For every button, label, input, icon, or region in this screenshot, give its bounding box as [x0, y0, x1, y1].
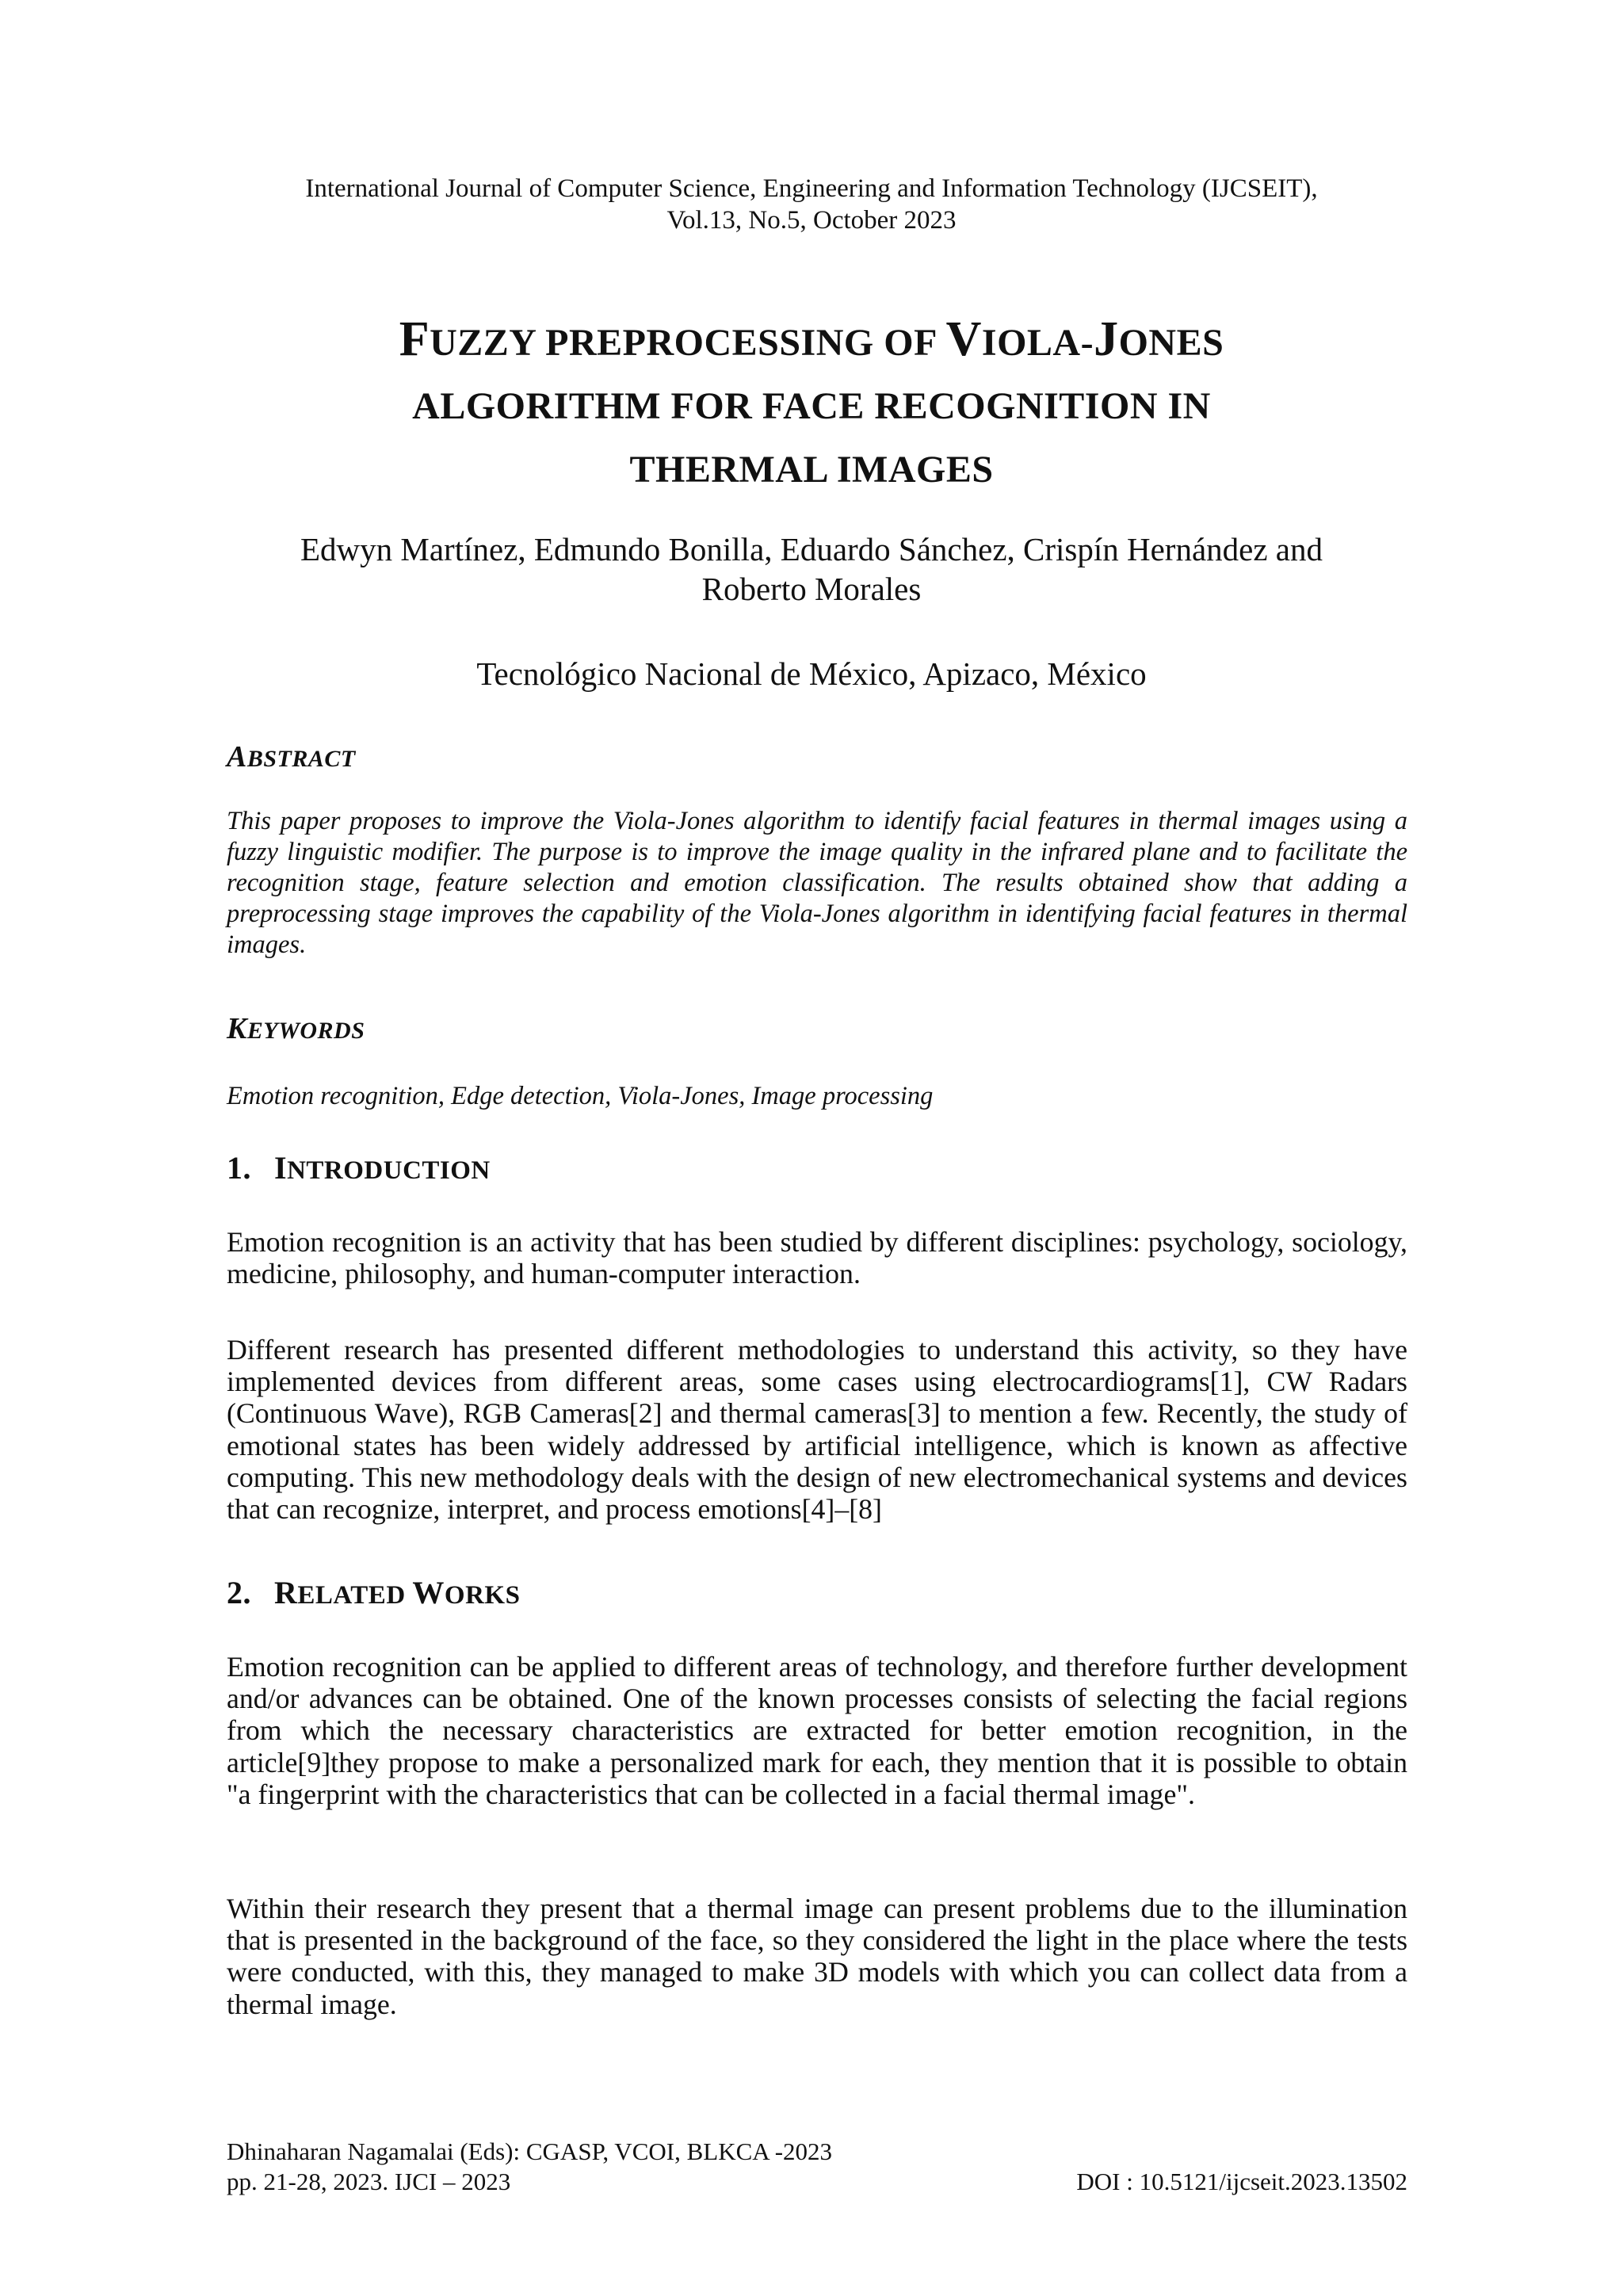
keywords-text: Emotion recognition, Edge detection, Viola-Jones, Image processing — [227, 1082, 934, 1110]
abstract-heading-rest: BSTRACT — [246, 746, 356, 772]
abstract-heading — [227, 741, 356, 775]
title-segment-uzzy: UZZY PREPROCESSING OF — [430, 322, 946, 364]
title-initial-j: J — [1094, 312, 1119, 366]
keywords-heading-rest: EYWORDS — [246, 1018, 365, 1044]
section-title-initial-w: W — [412, 1575, 445, 1610]
journal-header — [0, 173, 1623, 236]
title-line3: THERMAL IMAGES — [629, 449, 994, 491]
section-title-mid: ELATED — [297, 1581, 413, 1610]
title-line1 — [238, 308, 1385, 375]
title-initial-v: V — [945, 312, 982, 366]
section-heading-introduction — [227, 1151, 491, 1188]
section-heading-related-works — [227, 1576, 520, 1613]
authors-line1: Edwyn Martínez, Edmundo Bonilla, Eduardo Sánchez, Crispín Hernández and — [300, 531, 1323, 567]
section-number: 2. — [227, 1575, 251, 1610]
paragraph: Different research has presented different methodologies to understand this activity, so they have implemented devices from different areas, some cases using electrocardiograms[1], CW Radars (Continuous Wave), RGB Cameras[2] and thermal cameras[3] to mention a few. Recently, the study of emotional states has been widely addressed by artificial intelligence, which is known as affective computing. This new methodology deals with the design of new electromechanical systems and devices that can recognize, interpret, and process emotions[4]–[8] — [227, 1334, 1407, 1526]
footer-editors: Dhinaharan Nagamalai (Eds): CGASP, VCOI, BLKCA -2023 — [227, 2137, 833, 2165]
section-title-rest: NTRODUCTION — [287, 1156, 491, 1185]
abstract-heading-initial: A — [227, 740, 247, 774]
section-number: 1. — [227, 1150, 251, 1186]
journal-header-line1: International Journal of Computer Science, Engineering and Information Technology (IJCSEIT), — [305, 174, 1318, 203]
abstract-text: This paper proposes to improve the Viola-Jones algorithm to identify facial features in thermal images using a fuzzy linguistic modifier. The purpose is to improve the image quality in the infrared plane and to facilitate the recognition stage, feature selection and emotion classification. The results obtained show that adding a preprocessing stage improves the capability of the Viola-Jones algorithm in identifying facial features in thermal images. — [227, 807, 1407, 959]
paragraph: Within their research they present that a thermal image can present problems due to the illumination that is presented in the background of the face, so they considered the light in the place where the tests were conducted, with this, they managed to make 3D models with which you can collect data from a thermal image. — [227, 1893, 1407, 2020]
paragraph: Emotion recognition is an activity that has been studied by different disciplines: psychology, sociology, medicine, philosophy, and human-computer interaction. — [227, 1226, 1407, 1290]
section-title-rest: ORKS — [444, 1581, 521, 1610]
section-title-initial: R — [274, 1575, 298, 1610]
paragraph: Emotion recognition can be applied to different areas of technology, and therefore further development and/or advances can be obtained. One of the known processes consists of selecting the facial regions from which the necessary characteristics are extracted for better emotion recognition, in the article[9]they propose to make a personalized mark for each, they mention that it is possible to obtain "a fingerprint with the characteristics that can be collected in a facial thermal image". — [227, 1651, 1407, 1810]
footer-citation — [227, 2137, 832, 2197]
title-line2: ALGORITHM FOR FACE RECOGNITION IN — [412, 385, 1211, 427]
affiliation: Tecnológico Nacional de México, Apizaco, México — [476, 655, 1147, 692]
title-segment-ones: ONES — [1118, 322, 1224, 364]
journal-header-line2: Vol.13, No.5, October 2023 — [666, 206, 957, 235]
paper-title — [238, 308, 1385, 502]
keywords-heading — [227, 1013, 365, 1047]
authors-line2: Roberto Morales — [701, 571, 922, 607]
footer-doi: DOI : 10.5121/ijcseit.2023.13502 — [1076, 2168, 1407, 2195]
footer-pages: pp. 21-28, 2023. IJCI – 2023 — [227, 2168, 511, 2195]
title-segment-iola: IOLA- — [981, 322, 1094, 364]
author-list — [158, 529, 1465, 609]
section-title-initial: I — [274, 1150, 288, 1186]
title-initial-f: F — [399, 312, 430, 366]
keywords-heading-initial: K — [227, 1012, 247, 1045]
